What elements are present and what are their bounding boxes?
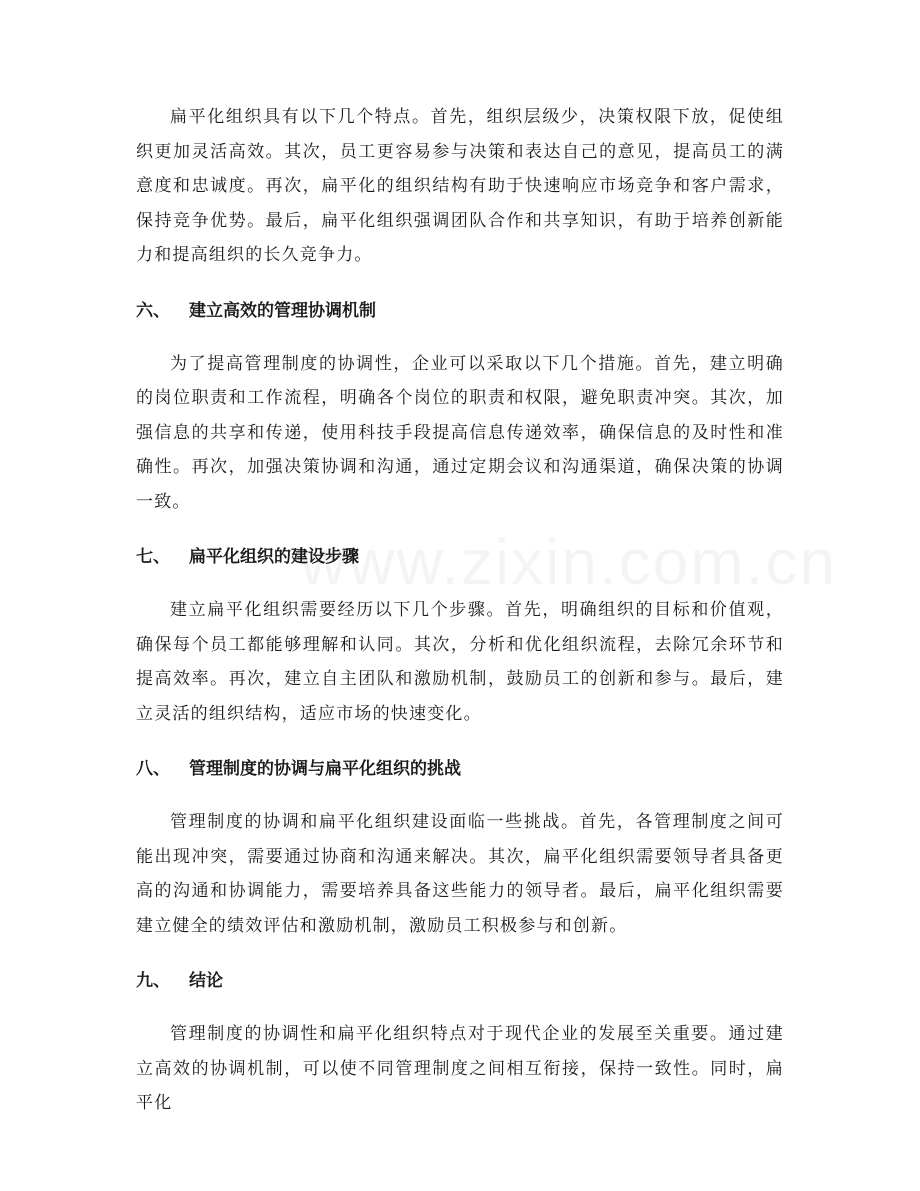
section-title: 建立高效的管理协调机制 bbox=[189, 300, 376, 321]
section-title: 扁平化组织的建设步骤 bbox=[189, 547, 359, 567]
section-number: 六、 bbox=[136, 300, 170, 321]
section-number: 七、 bbox=[136, 547, 170, 567]
paragraph-flat-org-features: 扁平化组织具有以下几个特点。首先，组织层级少，决策权限下放，促使组织更加灵活高效。其次，员工更容易参与决策和表达自己的意见，提高员工的满意度和忠诚度。再次，扁平化的组织结构有助于快速响应市场竞争和客户需求，保持竞争优势。最后，扁平化组织强调团队合作和共享知识，有助于培养创新能力和提高组织的长久竞争力。 bbox=[136, 107, 784, 265]
section-heading-7 bbox=[136, 540, 784, 574]
section-number: 九、 bbox=[136, 971, 170, 991]
section-heading-6 bbox=[136, 294, 784, 328]
paragraph-build-steps: 建立扁平化组织需要经历以下几个步骤。首先，明确组织的目标和价值观，确保每个员工都能够理解和认同。其次，分析和优化组织流程，去除冗余环节和提高效率。再次，建立自主团队和激励机制，鼓励员工的创新和参与。最后，建立灵活的组织结构，适应市场的快速变化。 bbox=[136, 600, 784, 724]
section-title: 结论 bbox=[189, 971, 223, 991]
paragraph-conclusion: 管理制度的协调性和扁平化组织特点对于现代企业的发展至关重要。通过建立高效的协调机制，可以使不同管理制度之间相互衔接，保持一致性。同时，扁平化 bbox=[136, 1024, 784, 1113]
paragraph-coordination-measures: 为了提高管理制度的协调性，企业可以采取以下几个措施。首先，建立明确的岗位职责和工作流程，明确各个岗位的职责和权限，避免职责冲突。其次，加强信息的共享和传递，使用科技手段提高信息传递效率，确保信息的及时性和准确性。再次，加强决策协调和沟通，通过定期会议和沟通渠道，确保决策的协调一致。 bbox=[136, 353, 784, 512]
document-page bbox=[136, 100, 784, 1121]
section-heading-9 bbox=[136, 964, 784, 998]
section-number: 八、 bbox=[136, 759, 170, 779]
section-title: 管理制度的协调与扁平化组织的挑战 bbox=[189, 759, 461, 779]
paragraph-challenges: 管理制度的协调和扁平化组织建设面临一些挑战。首先，各管理制度之间可能出现冲突，需要通过协商和沟通来解决。其次，扁平化组织需要领导者具备更高的沟通和协调能力，需要培养具备这些能力的领导者。最后，扁平化组织需要建立健全的绩效评估和激励机制，激励员工积极参与和创新。 bbox=[136, 812, 784, 936]
section-heading-8 bbox=[136, 752, 784, 786]
